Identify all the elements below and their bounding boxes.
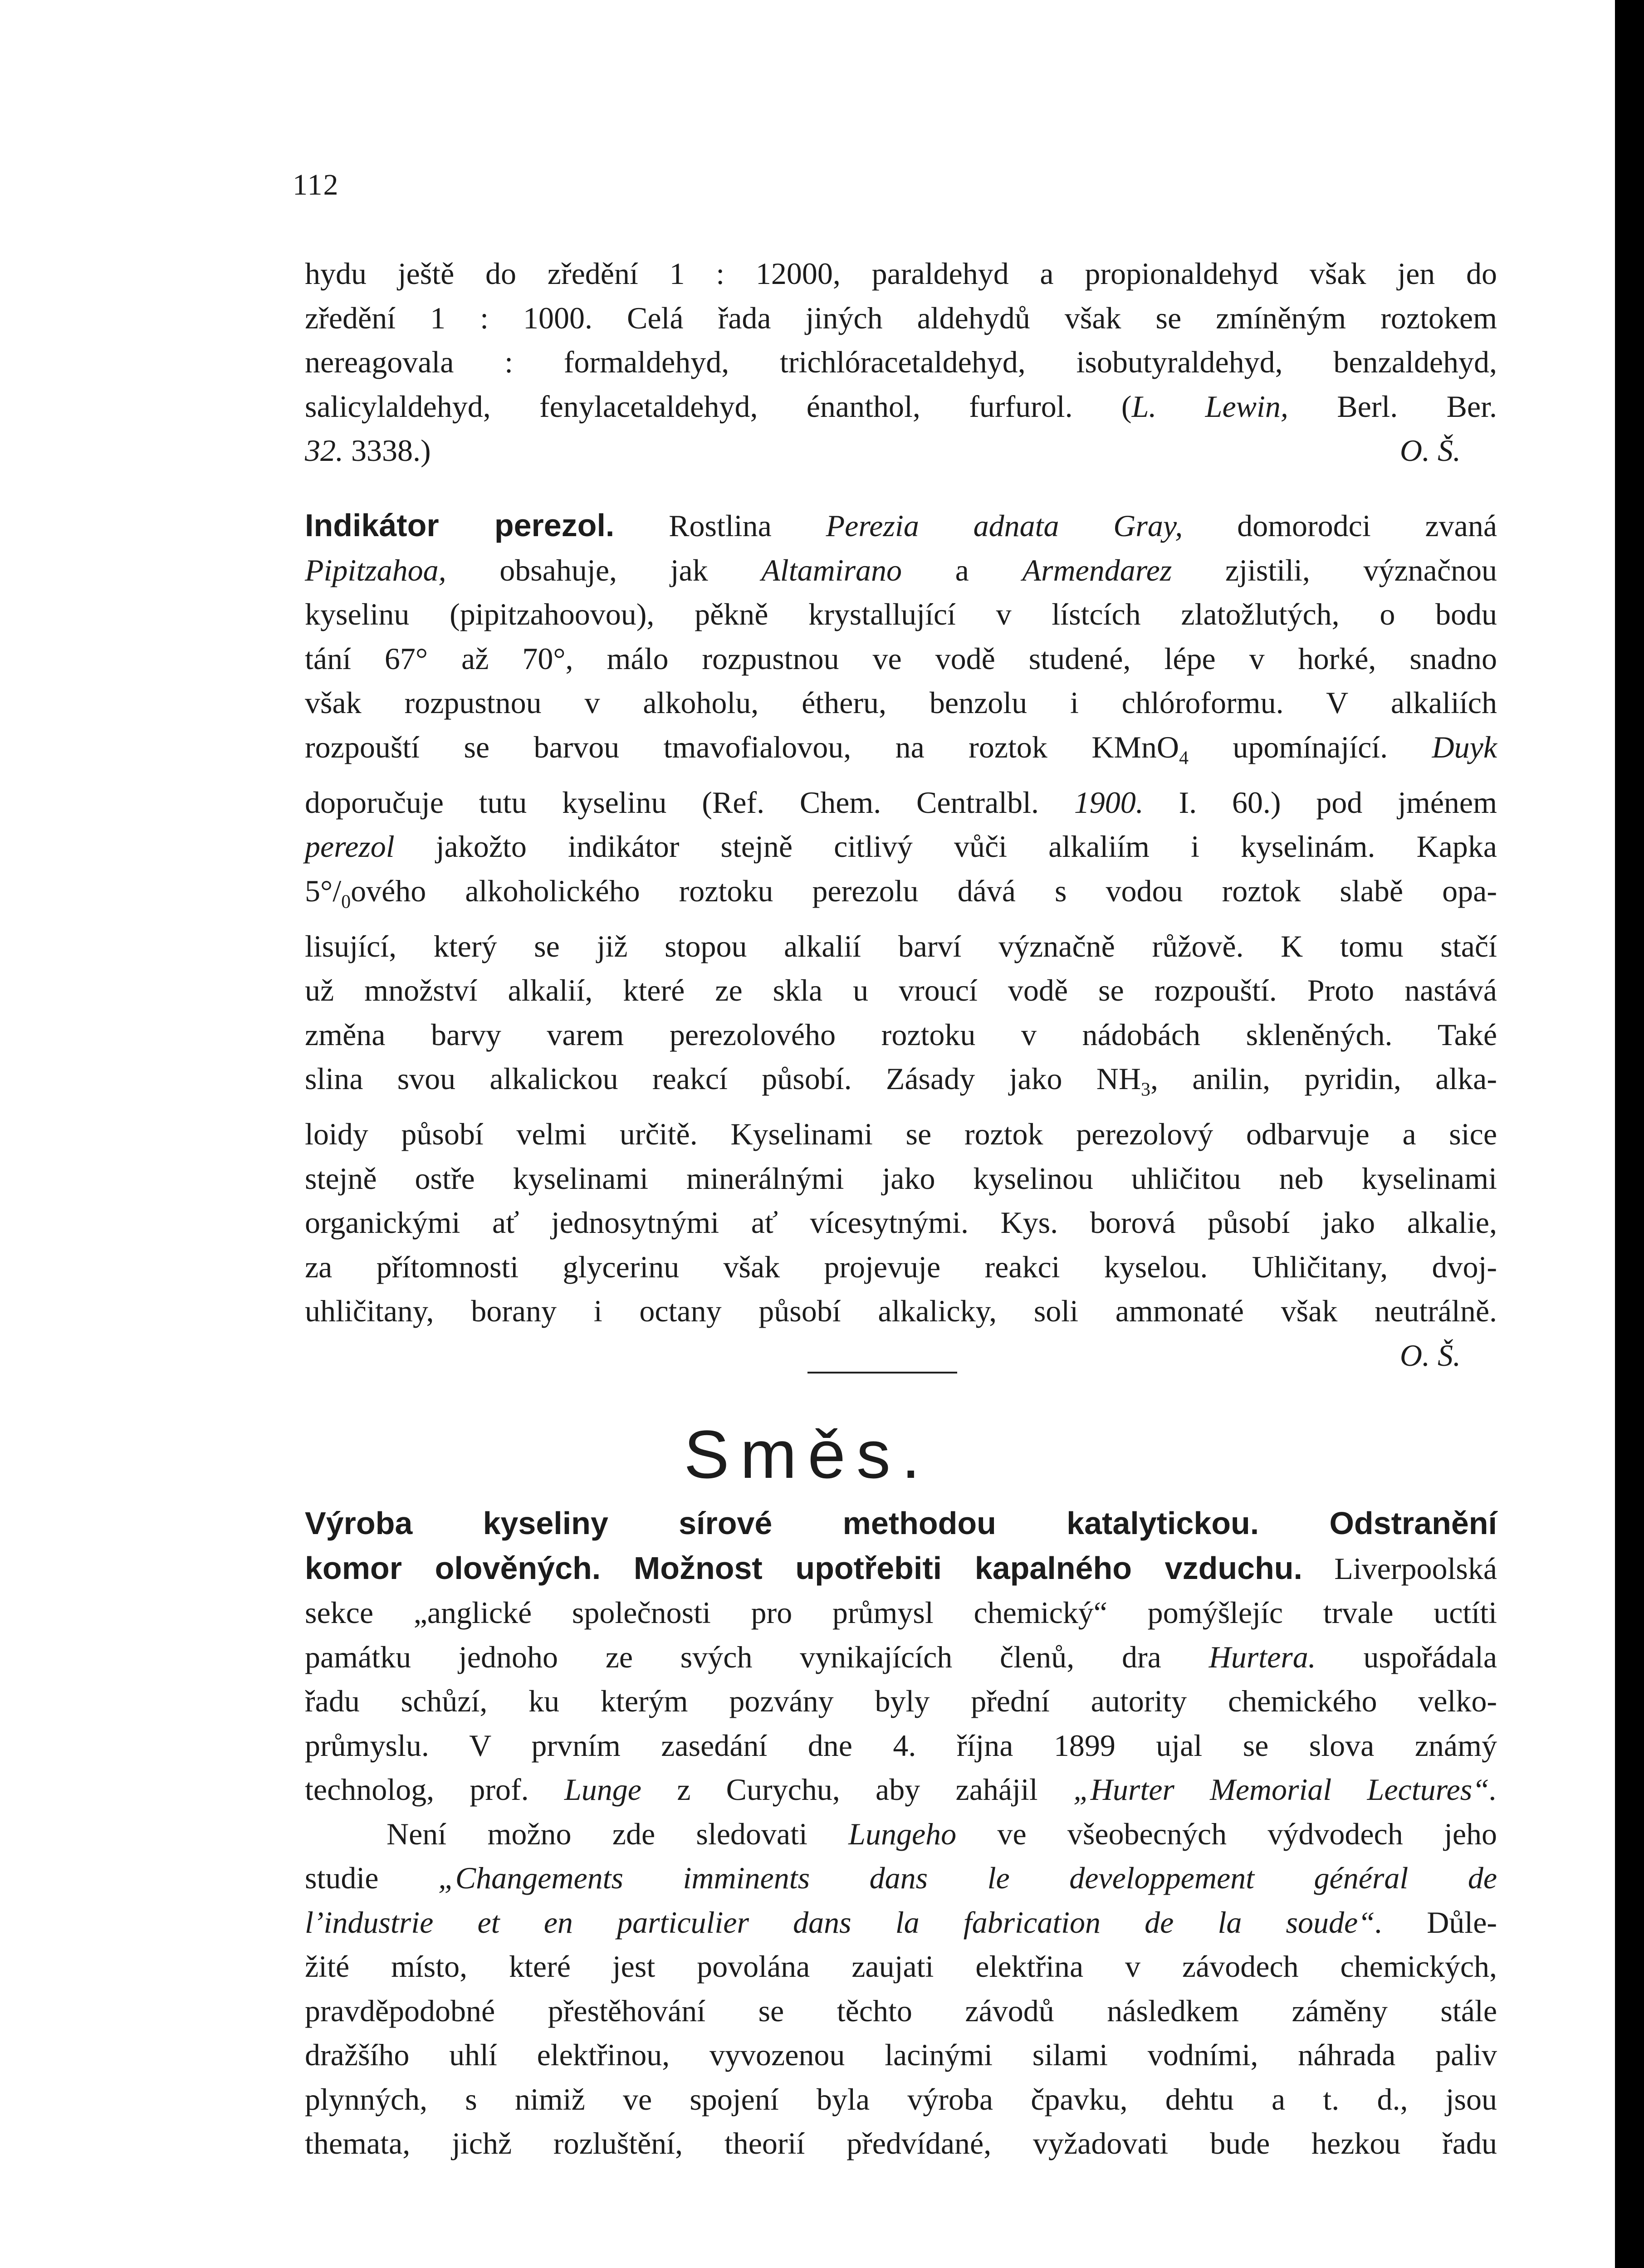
text-line: Není možno zde sledovati Lungeho ve všeobecných výdvodech jeho [387,1816,1497,1851]
perezol-article [305,503,1497,1378]
study-title: l’industrie et en particulier dans la fabrication de la soude“. [305,1905,1383,1940]
text-line: stejně ostře kyselinami minerálnými jako kyselinou uhličitou neb kyselinami [305,1161,1497,1196]
author-name: Armendarez [1022,552,1172,587]
text-line: perezol jakožto indikátor stejně citlivý vůči alkaliím i kyselinám. Kapka [305,829,1497,864]
text-line: doporučuje tutu kyselinu (Ref. Chem. Centralbl. 1900. I. 60.) pod jménem [305,785,1497,820]
text-line: komor olověných. Možnost upotřebiti kapalného vzduchu. Liverpoolská [305,1550,1497,1586]
author-name: Altamirano [761,552,902,587]
lecture-title: „Hurter Memorial Lectures“. [1073,1772,1497,1807]
text-line: nereagovala : formaldehyd, trichlóracetaldehyd, isobutyraldehyd, benzaldehyd, [305,345,1497,379]
text-line: organickými ať jednosytnými ať vícesytnými. Kys. borová působí jako alkalie, [305,1205,1497,1240]
text-line: loidy působí velmi určitě. Kyselinami se roztok perezolový odbarvuje a sice [305,1117,1497,1152]
species-name: Perezia adnata Gray, [826,508,1183,543]
section-title: Směs. [684,1416,931,1492]
text-line: lisující, který se již stopou alkalií barví význačně růžově. K tomu stačí [305,929,1497,963]
text-line: dražšího uhlí elektřinou, vyvozenou lacinými silami vodními, náhrada paliv [305,2038,1497,2072]
text-line: zředění 1 : 1000. Celá řada jiných aldehydů však se zmíněným roztokem [305,300,1497,335]
text-line: Pipitzahoa, obsahuje, jak Altamirano a Armendarez zjistili, význačnou [305,552,1497,587]
citation-author: L. Lewin, [1131,389,1288,424]
text-line: technolog, prof. Lunge z Curychu, aby zahájil „Hurter Memorial Lectures“. [305,1772,1497,1807]
text-line: památku jednoho ze svých vynikajících členů, dra Hurtera. uspořádala [305,1639,1497,1674]
text-line: $5^\circ/_0ového$ alkoholického roztoku perezolu dává s vodou roztok slabě opa- [305,873,1497,913]
person-name: Hurtera. [1209,1639,1316,1674]
text-line: themata, jichž rozluštění, theorií předvídané, vyžadovati bude hezkou řadu [305,2126,1497,2160]
citation-volume: 32. [305,433,343,468]
text-line: rozpouští se barvou tmavofialovou, na roztok KMnO$_4$ upomínající. Duyk [305,729,1497,769]
article-heading: komor olověných. Možnost upotřebiti kapalného vzduchu. [305,1550,1302,1586]
text-line: uhličitany, borany i octany působí alkalicky, soli ammonaté však neutrálně. [305,1294,1497,1329]
text-line: plynných, s nimiž ve spojení byla výroba čpavku, dehtu a t. d., jsou [305,2082,1497,2116]
text-line: l’industrie et en particulier dans la fabrication de la soude“. Důle- [305,1905,1497,1940]
signature: O. Š. [1399,1338,1461,1373]
person-name: Lungeho [848,1816,957,1851]
section-divider [807,1372,957,1374]
text-line: kyselinu (pipitzahoovou), pěkně krystallující v lístcích zlatožlutých, o bodu [305,597,1497,631]
text-line: řadu schůzí, ku kterým pozvány byly přední autority chemického velko- [305,1684,1497,1718]
text-line: pravděpodobné přestěhování se těchto závodů následkem záměny stále [305,1993,1497,2028]
author-name: Duyk [1432,729,1497,764]
signature: O. Š. [1399,433,1461,468]
text-line: 32. 3338.) O. Š. [305,429,1497,473]
article-heading: Indikátor perezol. [305,508,615,543]
text-line: studie „Changements imminents dans le developpement général de [305,1861,1497,1895]
text-line: Indikátor perezol. Rostlina Perezia adnata Gray, domorodci zvaná [305,508,1497,543]
study-title: „Changements imminents dans le developpement général de [438,1861,1497,1895]
text-line: sekce „anglické společnosti pro průmysl chemický“ pomýšlejíc trvale uctíti [305,1595,1497,1630]
text-line [305,1501,1497,1546]
text-line: tání 67° až 70°, málo rozpustnou ve vodě studené, lépe v horké, snadno [305,641,1497,676]
text-line: salicylaldehyd, fenylacetaldehyd, énanthol, furfurol. (L. Lewin, Berl. Ber. [305,389,1497,424]
page-number: 112 [293,168,339,201]
article-heading: Výroba kyseliny sírové methodou katalytickou. Odstranění [305,1505,1497,1541]
person-name: Lunge [564,1772,641,1807]
text-line: změna barvy varem perezolového roztoku v nádobách skleněných. Také [305,1017,1497,1052]
text-line: žité místo, které jest povolána zaujati elektřina v závodech chemických, [305,1949,1497,1984]
text-line: za přítomnosti glycerinu však projevuje reakci kyselou. Uhličitany, dvoj- [305,1249,1497,1284]
continuation-paragraph [305,252,1497,473]
smes-article [305,1501,1497,2166]
text-line: však rozpustnou v alkoholu, étheru, benzolu i chlóroformu. V alkaliích [305,685,1497,720]
text-line: slina svou alkalickou reakcí působí. Zásady jako $NH_3$, anilin, pyridin, alka- [305,1061,1497,1100]
text-line: průmyslu. V prvním zasedání dne 4. října 1899 ujal se slova známý [305,1728,1497,1763]
text-line: už množství alkalií, které ze skla u vroucí vodě se rozpouští. Proto nastává [305,973,1497,1008]
text-line: hydu ještě do zředění 1 : 12000, paraldehyd a propionaldehyd však jen do [305,256,1497,291]
